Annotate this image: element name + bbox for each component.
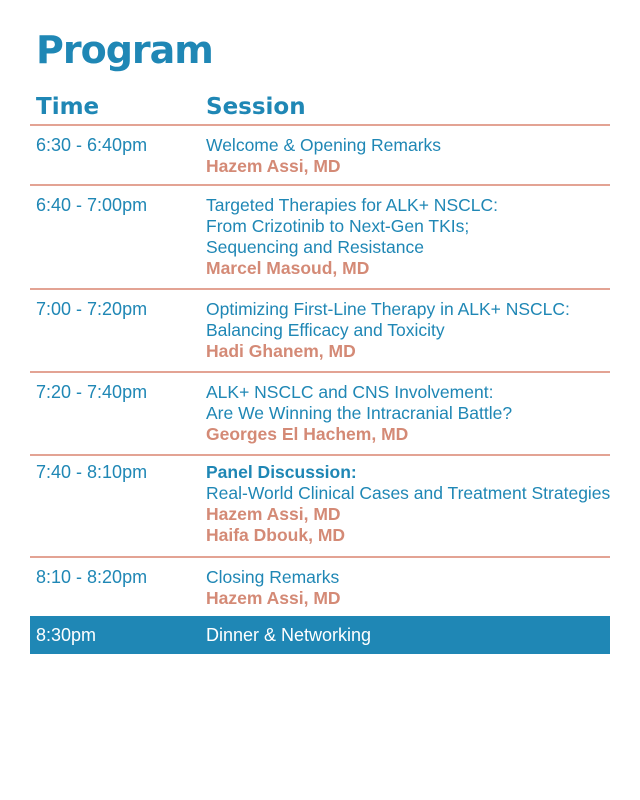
time-column-header: Time [36,94,100,120]
row-session [206,462,610,546]
row-time: 6:30 - 6:40pm [36,135,148,155]
speaker-name: Hadi Ghanem, MD [206,341,356,361]
row-time: 7:20 - 7:40pm [36,382,148,402]
speaker-name: Hazem Assi, MD [206,156,341,176]
session-column-header: Session [206,94,306,120]
row-session [206,382,610,445]
session-title-line: Closing Remarks [206,567,340,587]
speaker-name: Georges El Hachem, MD [206,424,409,444]
speaker-name: Haifa Dbouk, MD [206,525,346,545]
speaker-name: Hazem Assi, MD [206,588,341,608]
row-time: 6:40 - 7:00pm [36,195,148,215]
program-row [30,126,610,186]
row-session [206,567,610,609]
row-time: 8:10 - 8:20pm [36,567,148,587]
session-title-line: Sequencing and Resistance [206,237,424,257]
session-title-line: Optimizing First-Line Therapy in ALK+ NSCLC: [206,299,570,319]
speaker-name: Marcel Masoud, MD [206,258,370,278]
table-header [30,92,610,126]
dinner-time: 8:30pm [36,625,97,645]
program-title: Program [36,28,213,72]
program-row [30,456,610,558]
session-heading: Panel Discussion: [206,462,357,482]
session-title-line: Targeted Therapies for ALK+ NSCLC: [206,195,498,215]
dinner-label: Dinner & Networking [206,625,372,645]
program-row [30,186,610,290]
program-row [30,290,610,373]
program-row [30,558,610,616]
dinner-row [30,616,610,654]
session-title-line: Real-World Clinical Cases and Treatment Strategies [206,483,611,503]
row-time: 7:40 - 8:10pm [36,462,148,482]
program-row [30,373,610,456]
row-session [206,299,610,362]
session-title-line: Are We Winning the Intracranial Battle? [206,403,513,423]
speaker-name: Hazem Assi, MD [206,504,341,524]
row-session [206,195,610,279]
row-time: 7:00 - 7:20pm [36,299,148,319]
session-title-line: ALK+ NSCLC and CNS Involvement: [206,382,494,402]
row-session [206,135,610,177]
session-title-line: Welcome & Opening Remarks [206,135,442,155]
session-title-line: From Crizotinib to Next-Gen TKIs; [206,216,470,236]
session-title-line: Balancing Efficacy and Toxicity [206,320,445,340]
